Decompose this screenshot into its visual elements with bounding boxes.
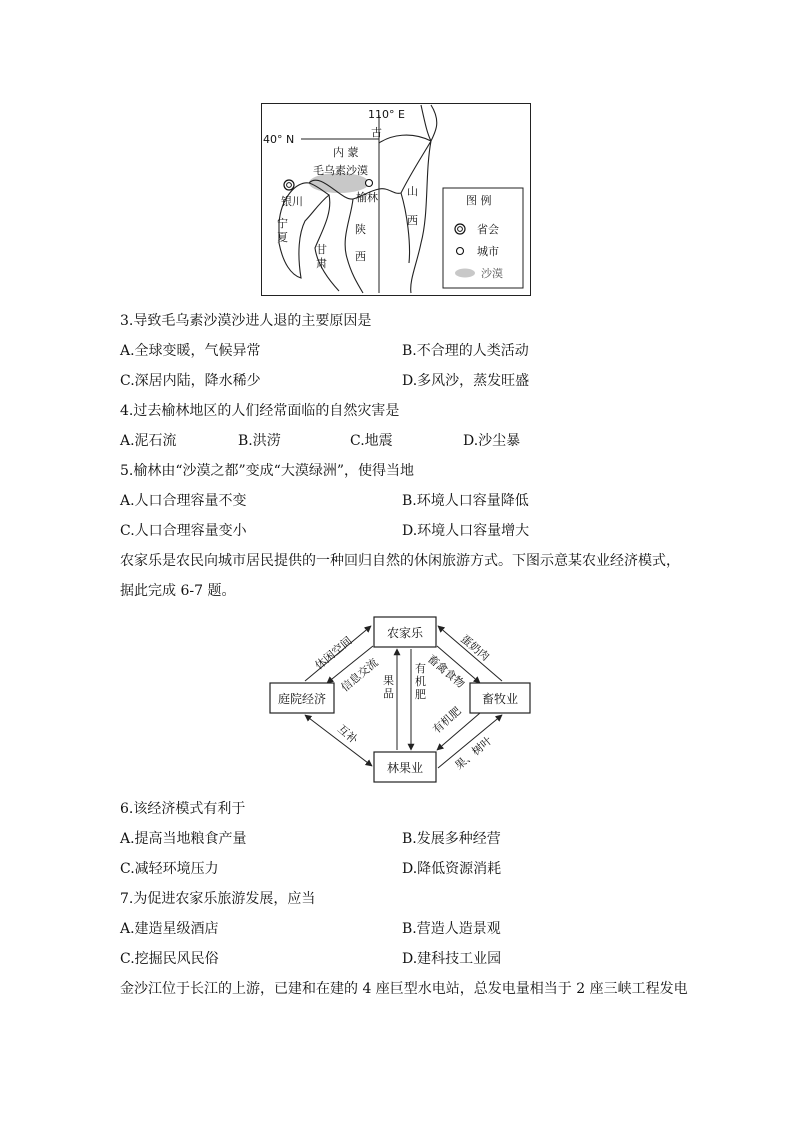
q4-option-d: D.沙尘暴 (463, 433, 521, 449)
shanxi-label-2: 西 (407, 214, 418, 227)
q3-stem: 3.导致毛乌素沙漠沙进人退的主要原因是 (120, 313, 372, 329)
q7-stem: 7.为促进农家乐旅游发展，应当 (120, 891, 316, 907)
gu-label: 古 (371, 126, 382, 139)
legend-capital-label: 省会 (477, 223, 499, 236)
q5-stem: 5.榆林由“沙漠之都”变成“大漠绿洲”，使得当地 (120, 463, 414, 479)
label-food: 畜禽食物 (425, 652, 468, 691)
tail-line: 金沙江位于长江的上游，已建和在建的 4 座巨型水电站，总发电量相当于 2 座三峡工程发电 (120, 981, 688, 997)
agri-economy-diagram (265, 612, 535, 788)
q7-option-b: B.营造人造景观 (402, 921, 501, 937)
label-mutual: 互补 (335, 722, 361, 747)
legend-title: 图 例 (466, 194, 492, 207)
intro-line-2: 据此完成 6-7 题。 (120, 583, 236, 599)
desert-map (261, 103, 531, 296)
lon-label: 110° E (368, 108, 405, 121)
label-leisure: 休闲空间 (312, 634, 355, 673)
ningxia-label-2: 夏 (277, 231, 288, 244)
box-bottom-label: 林果业 (387, 761, 424, 775)
intro-line-1: 农家乐是农民向城市居民提供的一种回归自然的休闲旅游方式。下图示意某农业经济模式， (120, 553, 680, 569)
q5-option-a: A.人口合理容量不变 (120, 493, 247, 509)
arrow-mutual (305, 715, 372, 766)
shanxi-label-1: 山 (407, 185, 418, 198)
legend-desert-icon (455, 269, 475, 278)
q4-option-b: B.洪涝 (238, 433, 281, 449)
label-eggs: 蛋奶肉 (458, 632, 492, 664)
legend-desert-label: 沙漠 (481, 267, 503, 280)
q4-stem: 4.过去榆林地区的人们经常面临的自然灾害是 (120, 403, 400, 419)
q7-option-d: D.建科技工业园 (402, 951, 502, 967)
q4-option-c: C.地震 (350, 433, 393, 449)
yulin-city-icon (366, 180, 373, 187)
box-top-label: 农家乐 (387, 626, 424, 640)
q5-option-b: B.环境人口容量降低 (402, 493, 529, 509)
box-left-label: 庭院经济 (278, 692, 327, 706)
box-right-label: 畜牧业 (482, 692, 519, 706)
q6-option-a: A.提高当地粮食产量 (120, 831, 247, 847)
label-organic-top: 有机肥 (415, 662, 426, 701)
desert-label: 毛乌素沙漠 (313, 164, 368, 177)
label-info: 信息交流 (338, 656, 381, 695)
q4-option-a: A.泥石流 (120, 433, 177, 449)
legend-city-label: 城市 (477, 245, 499, 258)
q7-option-c: C.挖掘民风民俗 (120, 951, 219, 967)
q5-option-c: C.人口合理容量变小 (120, 523, 247, 539)
q3-option-c: C.深居内陆，降水稀少 (120, 373, 261, 389)
lat-label: 40° N (263, 133, 295, 146)
q3-option-d: D.多风沙，蒸发旺盛 (402, 373, 530, 389)
gansu-label-2: 肃 (316, 257, 327, 270)
yulin-label: 榆林 (356, 191, 378, 204)
q3-option-b: B.不合理的人类活动 (402, 343, 529, 359)
shaanxi-label-2: 西 (355, 250, 366, 263)
q6-option-b: B.发展多种经营 (402, 831, 501, 847)
yinchuan-label: 银川 (281, 195, 303, 208)
q6-option-d: D.降低资源消耗 (402, 861, 502, 877)
q6-option-c: C.减轻环境压力 (120, 861, 219, 877)
legend-city-icon (457, 248, 464, 255)
label-fruit-leaves: 果、树叶 (452, 734, 495, 773)
q7-option-a: A.建造星级酒店 (120, 921, 219, 937)
q5-option-d: D.环境人口容量增大 (402, 523, 530, 539)
gansu-label-1: 甘 (316, 243, 327, 256)
label-organic-br: 有机肥 (430, 704, 464, 737)
shaanxi-label-1: 陕 (355, 223, 366, 236)
q3-option-a: A.全球变暖，气候异常 (120, 343, 261, 359)
q6-stem: 6.该经济模式有利于 (120, 801, 246, 817)
inner-mongolia-label: 内 蒙 (333, 146, 359, 159)
label-fruit-products: 果品 (383, 674, 394, 700)
ningxia-label-1: 宁 (277, 217, 288, 230)
